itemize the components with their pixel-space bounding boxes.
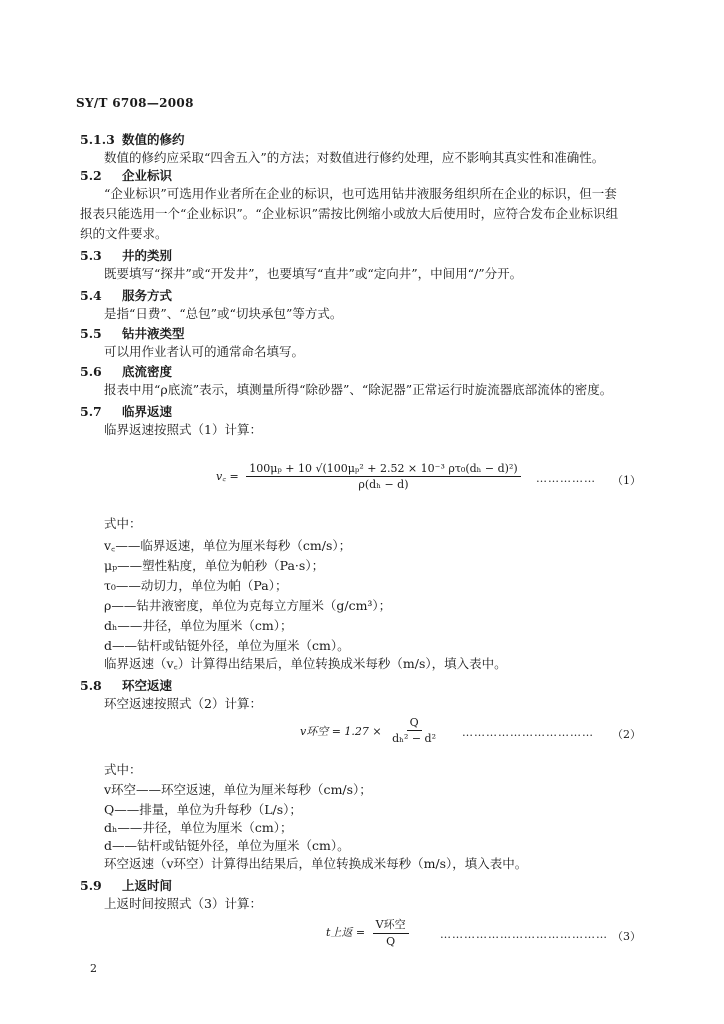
paragraph: 报表中用“ρ底流”表示，填测量所得“除砂器”、“除泥器”正常运行时旋流器底部流体的密度。 <box>104 382 613 397</box>
section-number: 5.7 <box>80 404 102 419</box>
paragraph: 环空返速按照式（2）计算： <box>104 696 262 711</box>
section-heading <box>80 878 172 894</box>
definition-line: v环空——环空返速，单位为厘米每秒（cm/s）； <box>104 782 372 797</box>
formula-fraction <box>389 716 439 745</box>
formula-denominator: ρ(dₕ − d) <box>358 478 409 491</box>
leader-dots: …………………………… <box>462 726 594 739</box>
section-number: 5.2 <box>80 168 102 183</box>
formula-3 <box>326 916 409 948</box>
definition-line: μₚ——塑性粘度，单位为帕秒（Pa·s）； <box>104 558 325 573</box>
formula-numerator: V环空 <box>373 916 409 934</box>
section-number: 5.4 <box>80 288 102 303</box>
section-title: 井的类别 <box>122 248 173 263</box>
page-number: 2 <box>90 962 97 975</box>
definition-line: Q——排量，单位为升每秒（L/s）； <box>104 802 302 817</box>
section-title: 环空返速 <box>122 678 173 693</box>
paragraph: 可以用作业者认可的通常命名填写。 <box>104 344 305 359</box>
formula-lhs: v꜀ = <box>216 470 239 483</box>
paragraph: 报表只能选用一个“企业标识”。“企业标识”需按比例缩小或放大后使用时，应符合发布企业标识组 <box>80 206 619 221</box>
section-title: 钻井液类型 <box>122 326 185 341</box>
where-label: 式中： <box>104 762 142 777</box>
equation-number: （3） <box>612 930 641 943</box>
section-title: 企业标识 <box>122 168 173 183</box>
formula-1 <box>216 462 521 491</box>
leader-dots: …………… <box>536 472 596 485</box>
definition-line: dₕ——井径，单位为厘米（cm）； <box>104 820 293 835</box>
where-label: 式中： <box>104 516 142 531</box>
section-number: 5.9 <box>80 878 102 893</box>
section-heading <box>80 248 172 264</box>
formula-lhs: v环空 = 1.27 × <box>300 724 382 738</box>
definition-line: d——钻杆或钻铤外径，单位为厘米（cm）。 <box>104 638 350 653</box>
definition-line: τ₀——动切力，单位为帕（Pa）； <box>104 578 288 593</box>
formula-denominator: Q <box>386 935 396 948</box>
section-heading <box>80 404 172 420</box>
paragraph: 数值的修约应采取“四舍五入”的方法；对数值进行修约处理，应不影响其真实性和准确性。 <box>104 150 605 165</box>
section-heading <box>80 326 185 342</box>
section-heading <box>80 132 185 148</box>
section-heading <box>80 288 172 304</box>
paragraph: “企业标识”可选用作业者所在企业的标识，也可选用钻井液服务组织所在企业的标识，但一套 <box>104 186 617 201</box>
definition-line: d——钻杆或钻铤外径，单位为厘米（cm）。 <box>104 838 350 853</box>
paragraph: 织的文件要求。 <box>80 226 168 241</box>
section-number: 5.6 <box>80 364 102 379</box>
section-number: 5.3 <box>80 248 102 263</box>
standard-header: SY/T 6708—2008 <box>76 96 194 110</box>
section-number: 5.1.3 <box>80 132 115 147</box>
section-title: 上返时间 <box>122 878 173 893</box>
leader-dots: …………………………………… <box>440 928 608 941</box>
section-number: 5.5 <box>80 326 102 341</box>
formula-fraction <box>373 916 409 948</box>
definition-line: v꜀——临界返速，单位为厘米每秒（cm/s）； <box>104 538 352 553</box>
definition-line: ρ——钻井液密度，单位为克每立方厘米（g/cm³）； <box>104 598 392 613</box>
paragraph: 临界返速按照式（1）计算： <box>104 422 262 437</box>
formula-numerator: Q <box>407 716 422 731</box>
section-heading <box>80 678 172 694</box>
formula-lhs: t上返 = <box>326 926 366 939</box>
paragraph: 环空返速（v环空）计算得出结果后，单位转换成米每秒（m/s），填入表中。 <box>104 856 528 871</box>
paragraph: 临界返速（v꜀）计算得出结果后，单位转换成米每秒（m/s），填入表中。 <box>104 656 507 671</box>
paragraph: 上返时间按照式（3）计算： <box>104 896 262 911</box>
section-heading <box>80 364 172 380</box>
formula-fraction <box>246 462 520 491</box>
paragraph: 既要填写“探井”或“开发井”，也要填写“直井”或“定向井”，中间用“/”分开。 <box>104 266 523 281</box>
formula-numerator: 100μₚ + 10 √(100μₚ² + 2.52 × 10⁻³ ρτ₀(dₕ − d)²) <box>246 462 520 477</box>
section-title: 底流密度 <box>122 364 173 379</box>
equation-number: （2） <box>612 728 641 741</box>
definition-line: dₕ——井径，单位为厘米（cm）； <box>104 618 293 633</box>
section-title: 数值的修约 <box>122 132 185 147</box>
equation-number: （1） <box>612 474 641 487</box>
formula-2 <box>300 716 439 745</box>
section-title: 临界返速 <box>122 404 173 419</box>
paragraph: 是指“日费”、“总包”或“切块承包”等方式。 <box>104 306 343 321</box>
section-heading <box>80 168 172 184</box>
formula-denominator: dₕ² − d² <box>392 732 437 745</box>
section-title: 服务方式 <box>122 288 173 303</box>
section-number: 5.8 <box>80 678 102 693</box>
